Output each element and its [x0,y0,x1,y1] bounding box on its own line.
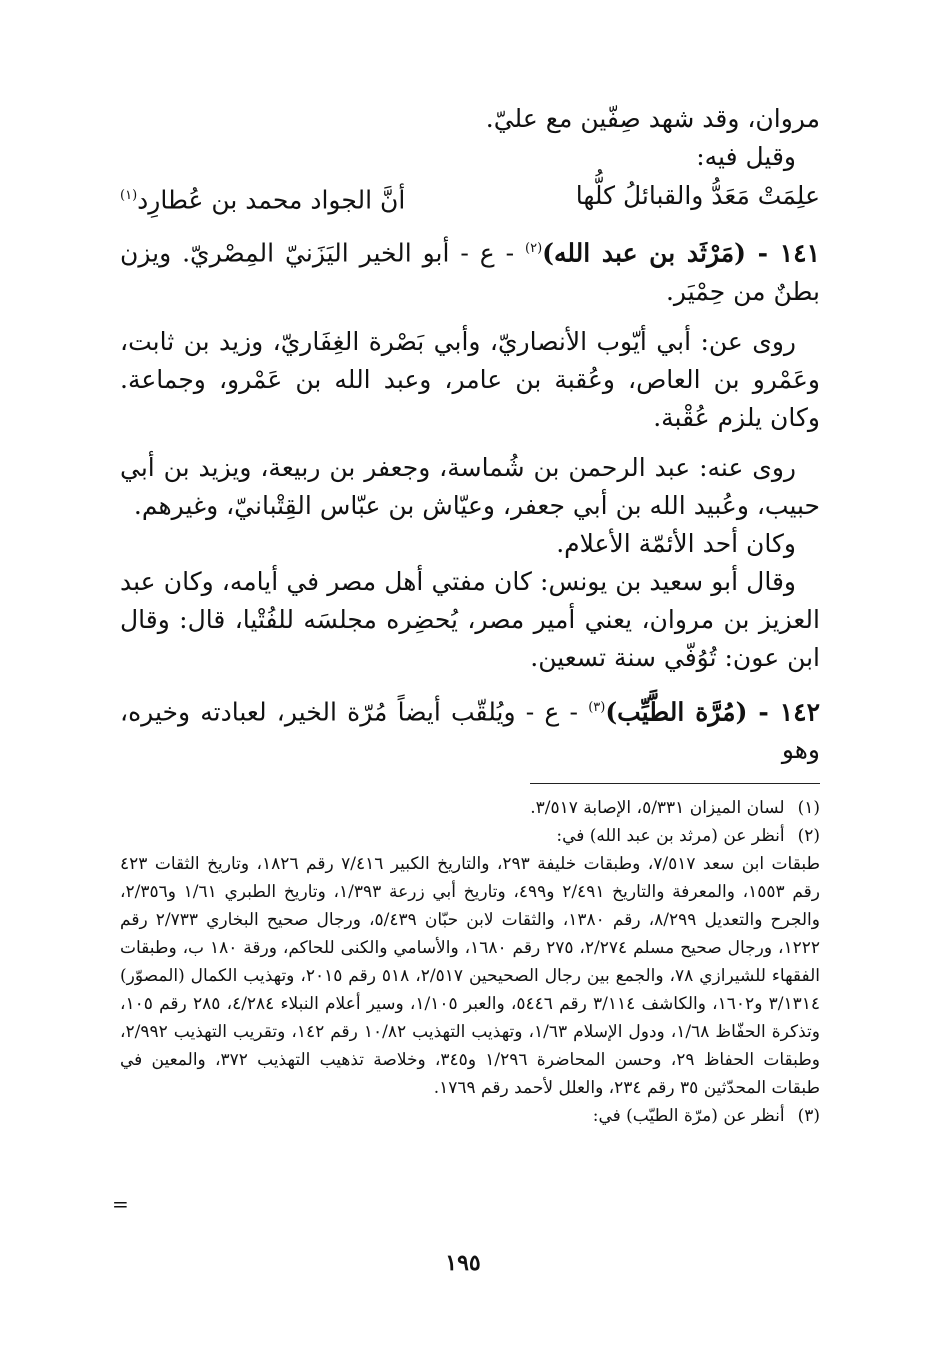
footnote-divider [530,783,820,784]
verse-first-hemistich: علِمَتْ مَعَدُّ والقبائلُ كلُّها [575,181,820,210]
footnote-ref: (٣) [588,699,606,715]
text-line: مروان، وقد شهد صِفّين مع عليّ. [485,104,820,133]
narrated-from: روى عن: أبي أيّوب الأنصاريّ، وأبي بَصْرة الغِفَاريّ، وزيد بن ثابت، وعَمْرو بن العاص، وعُقبة بن عامر، وعبد الله بن عَمْرو، وجماعة. وكان يلزم عُقْبة. [120,326,820,432]
narrated-by: روى عنه: عبد الرحمن بن شُماسة، وجعفر بن ربيعة، ويزيد بن أبي حبيب، وعُبيد الله بن أبي جعفر، وعيّاش بن عبّاس القِتْبانيّ، وغيرهم. [120,452,820,520]
entry-heading: ١٤١ - (مَرْثَد بن عبد الله) [542,238,821,268]
footnote-ref: (١) [120,188,138,203]
footnote-number: (٣) [797,1105,820,1126]
footnote-2-body: طبقات ابن سعد ٧/٥١٧، وطبقات خليفة ٢٩٣، والتاريخ الكبير ٧/٤١٦ رقم ١٨٢٦، وتاريخ الثقات ٤٢٣ رقم ١٥٥٣، والمعرفة والتاريخ ٢/٤٩١ و٤٩٩، وتاريخ أبي زرعة ١/٣٩٣، وتاريخ الطبري ١/٦١ و٢/٣٥٦، والجرح والتعديل ٨/٢٩٩، رقم ١٣٨٠، والثقات لابن حبّان ٥/٤٣٩، ورجال صحيح البخاري ٢/٧٣٣ رقم ١٢٢٢، ورجال صحيح مسلم ٢/٢٧٤، ٢٧٥ رقم ١٦٨٠، والأسامي والكنى للحاكم، ورقة ١٨٠ ب، وطبقات الفقهاء للشيرازي ٧٨، والجمع بين رجال الصحيحين ٢/٥١٧، ٥١٨ رقم ٢٠١٥، وتهذيب الكمال (المصوّر) ٣/١٣١٤ و١٦٠٢، والكاشف ٣/١١٤ رقم ٥٤٤٦، والعبر ١/١٠٥، وسير أعلام النبلاء ٤/٢٨٤، ٢٨٥ رقم ١٠٥، وتذكرة الحفّاظ ١/٦٨، ودول الإسلام ١/٦٣، وتهذيب التهذيب ١٠/٨٢ رقم ١٤٢، وتقريب التهذيب ٢/٩٩٢، وطبقات الحفاظ ٢٩، وحسن المحاضرة ١/٢٩٦ و٣٤٥، وخلاصة تذهيب التهذيب ٣٧٢، والمعين في طبقات المحدّثين ٣٥ رقم ٢٣٤، والعلل لأحمد رقم ١٧٦٩. [120,853,821,1098]
entry-intro: - ع - ويُلقّب أيضاً مُرّة الخير، لعبادته وخيره، وهو [120,696,820,764]
ibn-yunus-quote: وقال أبو سعيد بن يونس: كان مفتي أهل مصر في أيامه، وكان عبد العزيز بن مروان، يعني أمير مصر، يُحضِره مجلسَه للفُتْيا، قال: وقال ابن عون: تُوُفّي سنة تسعين. [120,566,820,672]
footnote-1 [120,794,820,822]
entry-142 [120,689,820,769]
entry-intro: - ع - أبو الخير اليَزَنيّ المِصْريّ. ويزن بطنٌ من حِمْيَر. [120,238,820,306]
verse-second-hemistich: أنَّ الجواد محمد بن عُطارِد$^{(١)}$ [120,185,406,215]
footnote-3 [120,1102,820,1130]
footnote-number: (١) [797,797,820,818]
footnote-text: أنظر عن (مرثد بن عبد الله) في: [556,825,785,846]
footnote-ref: (٢) [525,241,543,257]
entry-heading: ١٤٢ - (مُرَّة الطَّيِّب) [605,696,821,726]
poetry-verse [120,176,820,220]
text-line: وكان أحد الأئمّة الأعلام. [556,528,796,558]
footnote-text: أنظر عن (مرّة الطيّب) في: [592,1105,785,1126]
entry-141 [120,230,820,310]
page-body [120,100,820,1130]
footnote-text: لسان الميزان ٥/٣٣١، الإصابة ٣/٥١٧. [530,797,785,818]
text-line: وقيل فيه: [696,142,796,171]
footnote-2-title [120,822,820,850]
continuation-mark: = [112,1192,129,1216]
page-number: ١٩٥ [445,1250,481,1276]
footnote-number: (٢) [797,825,820,846]
